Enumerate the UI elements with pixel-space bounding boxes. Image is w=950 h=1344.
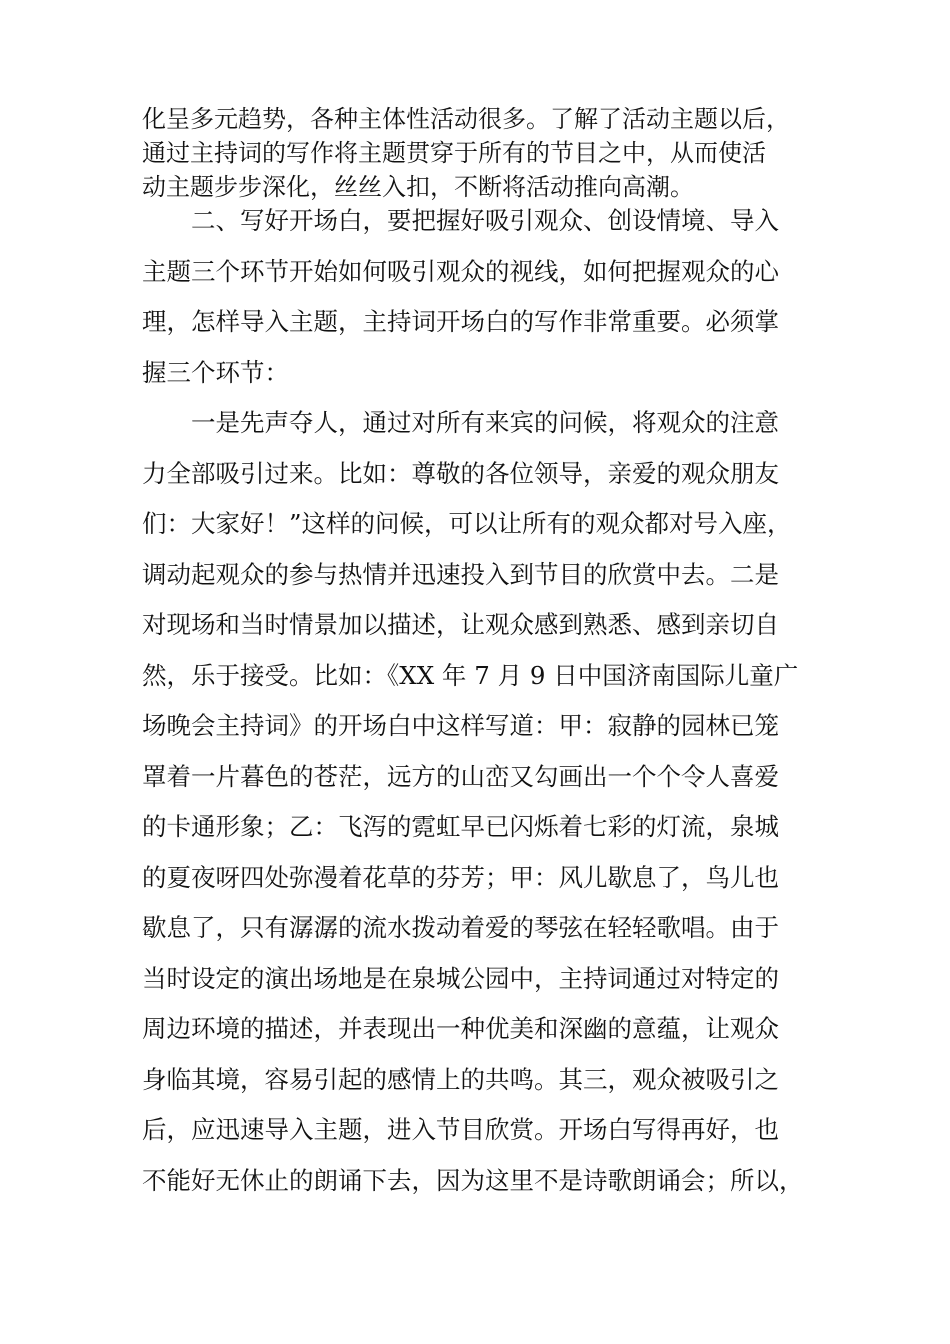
text-line: 力全部吸引过来。比如：尊敬的各位领导，亲爱的观众朋友	[142, 458, 779, 488]
text-line: 化呈多元趋势，各种主体性活动很多。了解了活动主题以后，	[142, 105, 790, 133]
text-line: 通过主持词的写作将主题贯穿于所有的节目之中，从而使活	[142, 139, 766, 167]
text-line: 身临其境，容易引起的感情上的共鸣。其三，观众被吸引之	[142, 1064, 779, 1094]
text-line: 后，应迅速导入主题，进入节目欣赏。开场白写得再好，也	[142, 1115, 779, 1144]
text-line: 罩着一片暮色的苍茫，远方的山峦又勾画出一个个令人喜爱	[142, 761, 779, 791]
intro-paragraph	[142, 102, 827, 204]
text-line: 理，怎样导入主题，主持词开场白的写作非常重要。必须掌	[142, 307, 779, 336]
text-line: 的卡通形象；乙：飞泻的霓虹早已闪烁着七彩的灯流，泉城	[142, 812, 779, 841]
text-line: 动主题步步深化，丝丝入扣，不断将活动推向高潮。	[142, 173, 694, 201]
text-line: 一是先声夺人，通过对所有来宾的问候，将观众的注意	[142, 408, 779, 437]
text-line: 不能好无休止的朗诵下去，因为这里不是诗歌朗诵会；所以，	[142, 1165, 804, 1195]
body-text	[142, 196, 827, 1206]
text-line: 场晚会主持词》的开场白中这样写道：甲：寂静的园林已笼	[142, 711, 779, 740]
text-line: 主题三个环节开始如何吸引观众的视线，如何把握观众的心	[142, 256, 779, 286]
text-line: 歇息了，只有潺潺的流水拨动着爱的琴弦在轻轻歌唱。由于	[142, 913, 779, 942]
text-line: 的夏夜呀四处弥漫着花草的芬芳；甲：风儿歇息了，鸟儿也	[142, 862, 779, 892]
text-line: 握三个环节：	[142, 357, 289, 387]
text-line: 然，乐于接受。比如：《XX 年 7 月 9 日中国济南国际儿童广	[142, 660, 799, 690]
text-line: 当时设定的演出场地是在泉城公园中，主持词通过对特定的	[142, 963, 779, 993]
text-line: 们：大家好！”这样的问候，可以让所有的观众都对号入座，	[142, 509, 792, 538]
text-line: 对现场和当时情景加以描述，让观众感到熟悉、感到亲切自	[142, 610, 779, 639]
text-line: 调动起观众的参与热情并迅速投入到节目的欣赏中去。二是	[142, 559, 779, 589]
text-line: 周边环境的描述，并表现出一种优美和深幽的意蕴，让观众	[142, 1014, 779, 1043]
text-line: 二、写好开场白，要把握好吸引观众、创设情境、导入	[142, 206, 779, 235]
